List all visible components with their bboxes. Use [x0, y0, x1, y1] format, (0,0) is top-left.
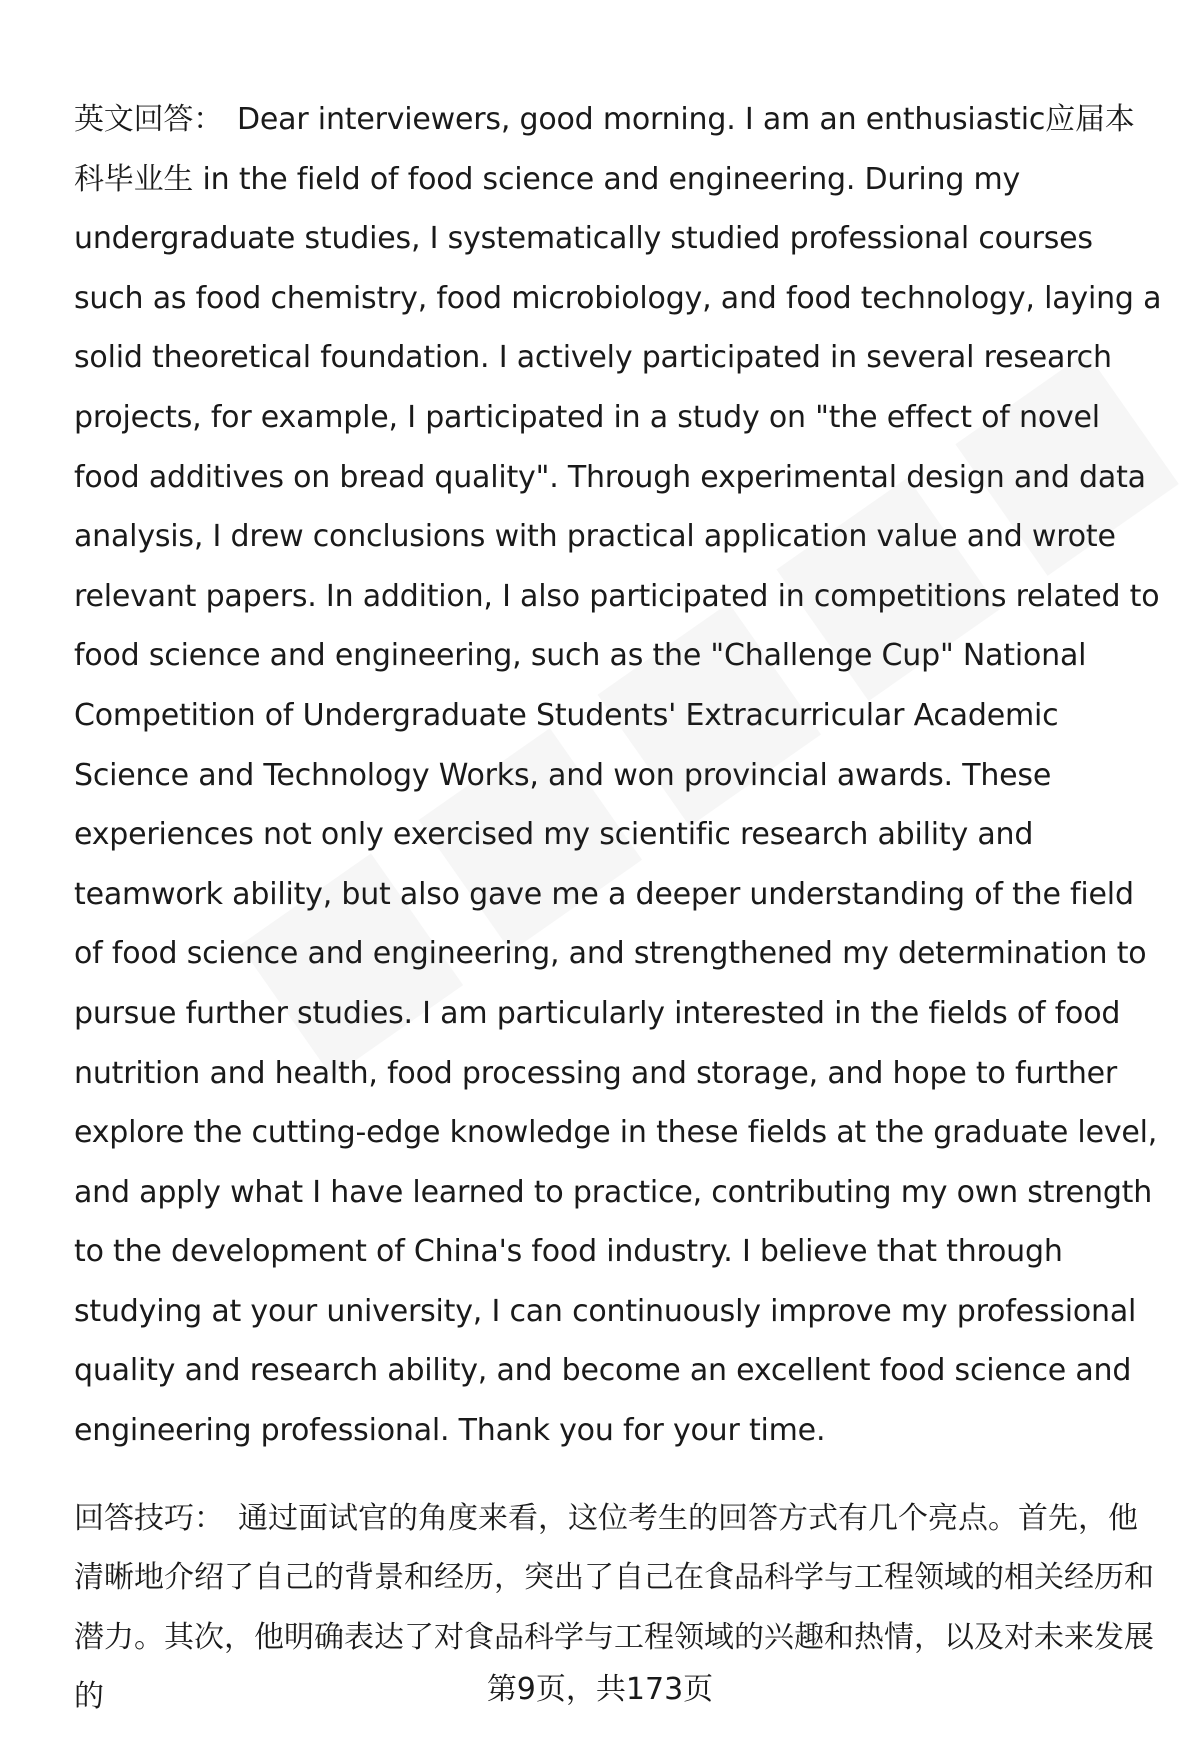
document-page	[74, 90, 1164, 1727]
answer-tips-text: 通过面试官的角度来看，这位考生的回答方式有几个亮点。首先，他清晰地介绍了自己的背景和经历，突出了自己在食品科学与工程领域的相关经历和潜力。其次，他明确表达了对食品科学与工程领域的兴趣和热情，以及对未来发展的	[74, 1500, 1154, 1715]
english-answer-text: Dear interviewers, good morning. I am an enthusiastic应届本科毕业生 in the field of food science and engineering. During my undergraduate studies, I systematically studied professional courses such as food chemistry, food microbiology, and food technology, laying a solid theoretical foundation. I actively participated in several research projects, for example, I participated in a study on "the effect of novel food additives on bread quality". Through experimental design and data analysis, I drew conclusions with practical application value and wrote relevant papers. In addition, I also participated in competitions related to food science and engineering, such as the "Challenge Cup" National Competition of Undergraduate Students' Extracurricular Academic Science and Technology Works, and won provincial awards. These experiences not only exercised my scientific research ability and teamwork ability, but also gave me a deeper understanding of the field of food science and engineering, and strengthened my determination to pursue further studies. I am particularly interested in the fields of food nutrition and health, food processing and storage, and hope to further explore the cutting-edge knowledge in these fields at the graduate level, and apply what I have learned to practice, contributing my own strength to the development of China's food industry. I believe that through studying at your university, I can continuously improve my professional quality and research ability, and become an excellent food science and engineering professional. Thank you for your time.	[74, 102, 1162, 1449]
page-indicator: 第9页，共173页	[486, 1672, 714, 1707]
answer-tips-label: 回答技巧：	[74, 1500, 224, 1536]
page-footer	[0, 1670, 1200, 1710]
english-answer-label: 英文回答：	[74, 102, 223, 137]
english-answer-paragraph	[74, 90, 1164, 1461]
